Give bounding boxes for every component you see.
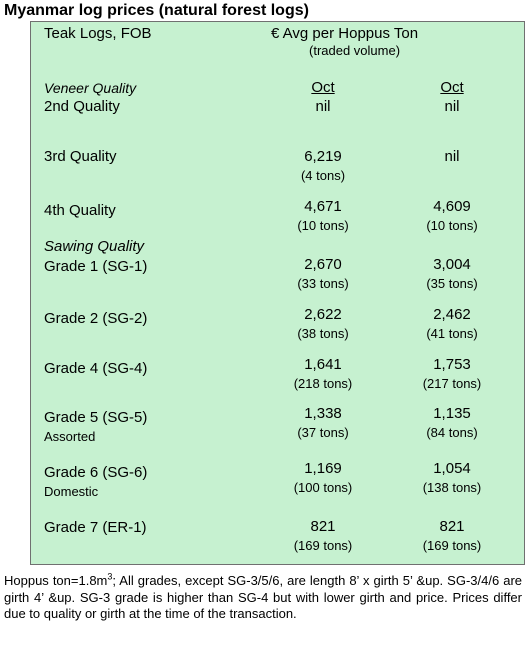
header-left: Teak Logs, FOB — [44, 25, 152, 42]
row-value-col1: 6,219 — [304, 148, 342, 165]
row-label: Grade 5 (SG-5) — [44, 409, 148, 426]
row-value-col2: 4,609 — [433, 198, 471, 215]
footnote-part2: ; All grades, except SG-3/5/6, are length 8’ x girth 5’ &up. SG-3/4/6 are girth 4’ &up. SG-3 grade is higher than SG-4 but with lower girth and price. Prices differ due to quality or girth at the time of the transaction. — [4, 573, 523, 621]
footnote — [4, 573, 522, 623]
row-tons-col1: (10 tons) — [297, 218, 349, 233]
row-value-col2: 1,135 — [433, 405, 471, 422]
row-label: Grade 6 (SG-6) — [44, 464, 148, 481]
footnote-part1: Hoppus ton=1.8m — [4, 573, 108, 588]
row-value-col2: nil — [444, 148, 460, 165]
row-value-col1: 2,622 — [304, 306, 342, 323]
row-value-col2: 821 — [439, 518, 465, 535]
row-tons-col1: (37 tons) — [297, 425, 349, 440]
row-label: Grade 1 (SG-1) — [44, 258, 148, 275]
page-title: Myanmar log prices (natural forest logs) — [4, 2, 309, 19]
section-sawing: Sawing Quality — [44, 238, 145, 255]
row-value-col1: 4,671 — [304, 198, 342, 215]
row-value-col1: 821 — [310, 518, 336, 535]
row-tons-col2: (10 tons) — [426, 218, 478, 233]
row-value-col1: 1,169 — [304, 460, 342, 477]
row-tons-col1: (218 tons) — [293, 376, 353, 391]
row-tons-col1: (4 tons) — [300, 168, 346, 183]
row-value-col2: 1,054 — [433, 460, 471, 477]
month-col1: Oct — [311, 79, 335, 96]
header-right: € Avg per Hoppus Ton — [271, 25, 419, 42]
row-tons-col1: (169 tons) — [293, 538, 353, 553]
row-sublabel: Domestic — [44, 484, 99, 499]
price-table — [30, 21, 525, 565]
row-tons-col2: (35 tons) — [426, 276, 478, 291]
row-label: Grade 2 (SG-2) — [44, 310, 148, 327]
footnote-superscript: 3 — [107, 571, 113, 582]
row-tons-col2: (84 tons) — [426, 425, 478, 440]
row-label: Grade 4 (SG-4) — [44, 360, 148, 377]
row-value-col2: 1,753 — [433, 356, 471, 373]
row-tons-col2: (41 tons) — [426, 326, 478, 341]
row-value-col1: 2,670 — [304, 256, 342, 273]
header-right-sub: (traded volume) — [309, 43, 401, 58]
row-tons-col2: (138 tons) — [422, 480, 482, 495]
row-label: 3rd Quality — [44, 148, 117, 165]
row-value-col1: 1,641 — [304, 356, 342, 373]
row-value-col2: nil — [444, 98, 460, 115]
row-label: 4th Quality — [44, 202, 116, 219]
row-tons-col1: (100 tons) — [293, 480, 353, 495]
section-veneer: Veneer Quality — [44, 80, 137, 96]
row-value-col1: nil — [315, 98, 331, 115]
row-value-col2: 2,462 — [433, 306, 471, 323]
row-tons-col2: (169 tons) — [422, 538, 482, 553]
row-tons-col1: (38 tons) — [297, 326, 349, 341]
row-tons-col1: (33 tons) — [297, 276, 349, 291]
row-label: 2nd Quality — [44, 98, 120, 115]
row-value-col1: 1,338 — [304, 405, 342, 422]
row-label: Grade 7 (ER-1) — [44, 519, 147, 536]
month-col2: Oct — [440, 79, 464, 96]
row-tons-col2: (217 tons) — [422, 376, 482, 391]
row-value-col2: 3,004 — [433, 256, 471, 273]
row-sublabel: Assorted — [44, 429, 96, 444]
